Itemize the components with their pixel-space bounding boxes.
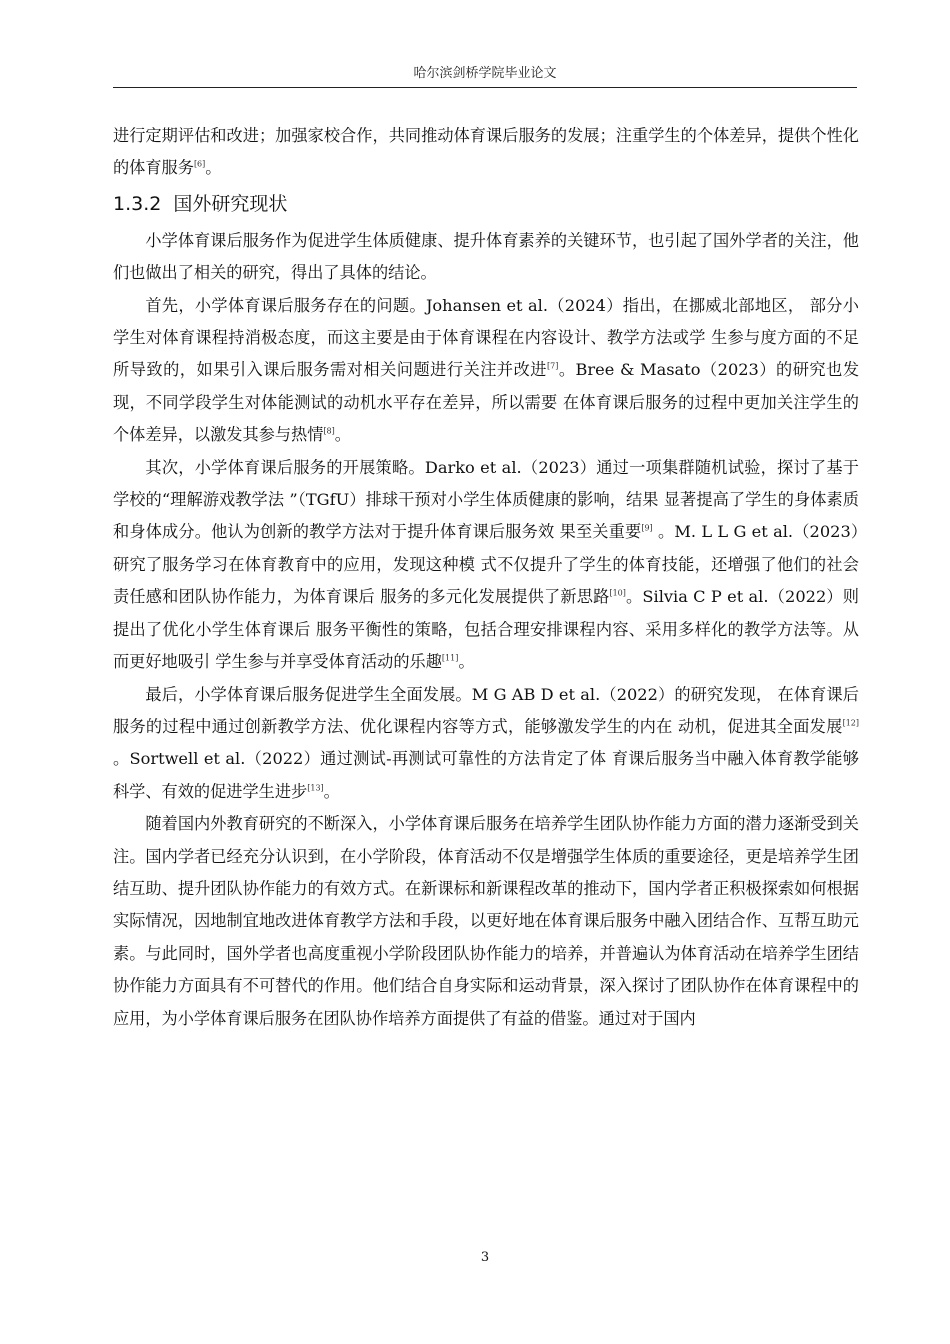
citation-ref[interactable]: [11] — [441, 653, 459, 663]
paragraph-text: 小学体育课后服务作为促进学生体质健康、提升体育素养的关键环节，也引起了国外学者的关注，他们也做出了相关的研究，得出了具体的结论。 — [113, 230, 859, 283]
paragraph-text: 最后，小学体育课后服务促进学生全面发展。M G AB D et al.（2022）的研究发现， 在体育课后服务的过程中通过创新教学方法、优化课程内容等方式，能够激发学生的内在 动机，促进其全面发展 — [113, 684, 859, 736]
paragraph-summary — [113, 808, 859, 1035]
paragraph-development — [113, 679, 859, 809]
header-rule — [113, 87, 857, 88]
paragraph-text: 。Silvia C P et al.（2022）则提出了优化小学生体育课后 服务平衡性的策略，包括合理安排课程内容、采用多样化的教学方法等。从而更好地吸引 学生参与并享受体育活动的乐趣 — [113, 587, 859, 672]
citation-ref[interactable]: [9] — [641, 524, 653, 534]
paragraph-text: 。Sortwell et al.（2022）通过测试-再测试可靠性的方法肯定了体 育课后服务当中融入体育教学能够科学、有效的促进学生进步 — [113, 749, 859, 801]
paragraph-text: 。 — [458, 652, 475, 672]
page-body — [113, 120, 859, 1035]
citation-ref[interactable]: [7] — [546, 362, 559, 372]
paragraph-problems — [113, 290, 859, 452]
paragraph-text: 。M. L L G et al.（2023）研究了服务学习在体育教育中的应用，发现这种模 式不仅提升了学生的体育技能，还增强了他们的社会责任感和团队协作能力，为体育课后 服务的多元化发展提供了新思路 — [113, 522, 859, 607]
paragraph-intro — [113, 225, 859, 290]
paragraph-text: 首先，小学体育课后服务存在的问题。Johansen et al.（2024）指出，在挪威北部地区， 部分小学生对体育课程持消极态度，而这主要是由于体育课程在内容设计、教学方法或学 生参与度方面的不足所导致的，如果引入课后服务需对相关问题进行关注并改进 — [113, 295, 859, 380]
paragraph-text: 进行定期评估和改进；加强家校合作，共同推动体育课后服务的发展；注重学生的个体差异，提供个性化的体育服务 — [113, 126, 859, 178]
paragraph-text: 。 — [205, 158, 222, 178]
citation-ref[interactable]: [10] — [609, 588, 626, 598]
page-header: 哈尔滨剑桥学院毕业论文 — [413, 66, 557, 81]
citation-ref[interactable]: [12] — [842, 718, 859, 728]
citation-ref[interactable]: [13] — [307, 783, 324, 793]
section-number: 1.3.2 — [113, 192, 162, 215]
paragraph-strategies — [113, 452, 859, 679]
paragraph-continued — [113, 120, 859, 185]
paragraph-text: 。 — [334, 425, 351, 445]
paragraph-text: 随着国内外教育研究的不断深入，小学体育课后服务在培养学生团队协作能力方面的潜力逐渐受到关注。国内学者已经充分认识到，在小学阶段，体育活动不仅是增强学生体质的重要途径，更是培养学生团结互助、提升团队协作能力的有效方式。在新课标和新课程改革的推动下，国内学者正积极探索如何根据实际情况，因地制宜地改进体育教学方法和手段，以更好地在体育课后服务中融入团结合作、互帮互助元素。与此同时，国外学者也高度重视小学阶段团队协作能力的培养，并普遍认为体育活动在培养学生团结协作能力方面具有不可替代的作用。他们结合自身实际和运动背景，深入探讨了团队协作在体育课程中的应用，为小学体育课后服务在团队协作培养方面提供了有益的借鉴。通过对于国内 — [113, 814, 859, 1028]
section-title: 国外研究现状 — [173, 192, 288, 215]
paragraph-text: 其次，小学体育课后服务的开展策略。Darko et al.（2023）通过一项集群随机试验，探讨了基于学校的“理解游戏教学法 ”（TGfU）排球干预对小学生体质健康的影响，结果 显著提高了学生的身体素质和身体成分。他认为创新的教学方法对于提升体育课后服务效 果至关重要 — [113, 457, 859, 542]
citation-ref[interactable]: [6] — [193, 160, 206, 170]
paragraph-text: 。Bree & Masato（2023）的研究也发现，不同学段学生对体能测试的动机水平存在差异，所以需要 在体育课后服务的过程中更加关注学生的个体差异，以激发其参与热情 — [113, 360, 860, 445]
paragraph-text: 。 — [323, 781, 340, 801]
citation-ref[interactable]: [8] — [323, 426, 335, 436]
section-heading — [113, 187, 859, 221]
page-number: 3 — [480, 1250, 490, 1265]
